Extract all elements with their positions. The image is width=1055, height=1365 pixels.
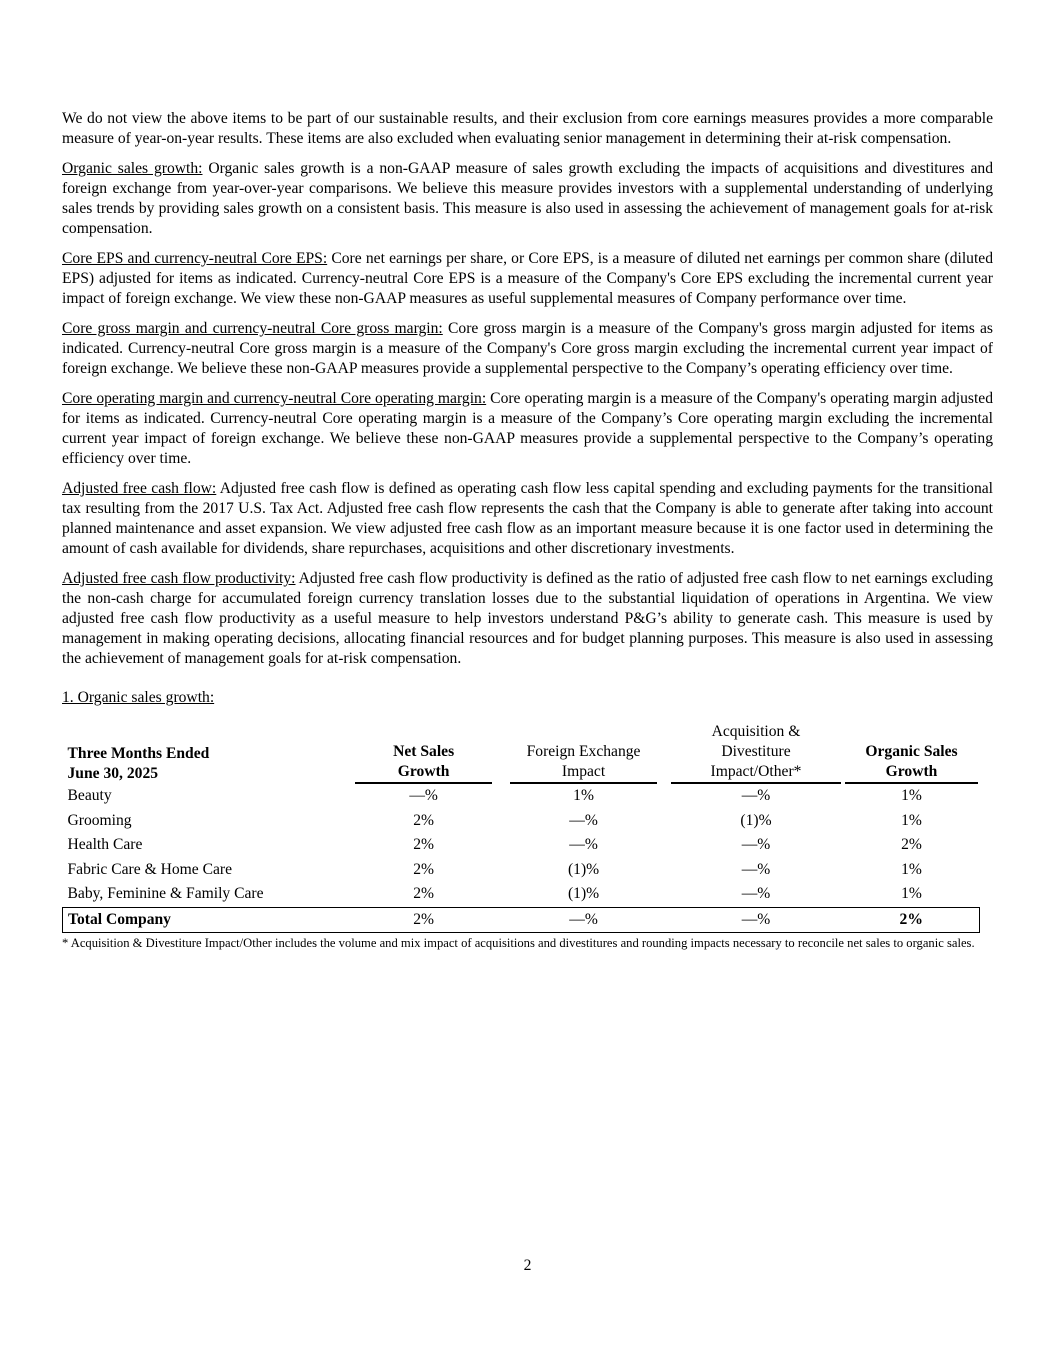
column-header-foreign-exchange [499, 722, 669, 784]
cell-net-sales-growth: 2% [413, 885, 435, 903]
paragraph-text: Core operating margin is a measure of the Company's operating margin adjusted for items as indicated. Currency-neutral Core operating margin is a measure of the Company’s Core operating margin excluding the incremental current year impact of foreign exchange. We believe these non-GAAP measures provide a supplemental perspective to the Company’s operating efficiency over time. [62, 390, 993, 467]
cell-net-sales-growth: —% [409, 787, 438, 805]
column-header-line: Growth [397, 763, 450, 780]
table-total-row [63, 907, 980, 932]
total-label: Total Company [63, 907, 349, 932]
cell-organic-sales-growth: 1% [901, 787, 922, 805]
table-row [63, 882, 980, 907]
column-header-line: Acquisition & [711, 723, 801, 740]
segment-label: Grooming [67, 811, 132, 829]
paragraph-core-gross-margin [62, 319, 993, 379]
paragraph-text: Adjusted free cash flow is defined as operating cash flow less capital spending and excluding payments for the transitional tax resulting from the 2017 U.S. Tax Act. Adjusted free cash flow represents the cash that the Company is able to generate after taking into account planned maintenance and asset expansion. We view adjusted free cash flow as an important measure because it is one factor used in determining the amount of cash available for dividends, share repurchases, acquisitions and other discretionary investments. [62, 480, 994, 557]
paragraph-heading: Adjusted free cash flow productivity: [62, 570, 296, 587]
cell-acquisition-divestiture: —% [741, 885, 771, 903]
column-header-net-sales-growth [349, 722, 499, 784]
column-header-line: Organic Sales [865, 743, 958, 760]
paragraph-heading: Core operating margin and currency-neutral Core operating margin: [62, 390, 487, 407]
column-header-line: Foreign Exchange [526, 743, 641, 760]
total-organic-sales-growth: 2% [843, 907, 979, 932]
paragraph-heading: Core EPS and currency-neutral Core EPS: [62, 250, 328, 267]
cell-foreign-exchange: —% [569, 836, 598, 854]
total-foreign-exchange: —% [499, 907, 669, 932]
table-footnote: * Acquisition & Divestiture Impact/Other includes the volume and mix impact of acquisitions and divestitures and rounding impacts necessary to reconcile net sales to organic sales. [62, 935, 975, 950]
cell-organic-sales-growth: 1% [901, 885, 922, 903]
column-header-line: Growth [885, 763, 938, 780]
column-header-line: Divestiture [721, 743, 791, 760]
paragraph-adjusted-free-cash-flow [62, 479, 993, 559]
paragraph-adjusted-fcf-productivity [62, 569, 993, 669]
page-number: 2 [523, 1257, 532, 1274]
document-page [62, 109, 993, 951]
table-row [63, 809, 980, 834]
cell-foreign-exchange: 1% [573, 787, 594, 805]
period-header [63, 722, 349, 784]
cell-organic-sales-growth: 1% [901, 811, 922, 829]
cell-foreign-exchange: —% [569, 811, 598, 829]
cell-organic-sales-growth: 2% [901, 836, 922, 854]
cell-acquisition-divestiture: —% [741, 787, 771, 805]
paragraph-heading: Adjusted free cash flow: [62, 480, 217, 497]
column-header-line: Net Sales [393, 743, 455, 760]
period-header-line2: June 30, 2025 [67, 765, 159, 782]
paragraph-text: Adjusted free cash flow productivity is defined as the ratio of adjusted free cash flow to net earnings excluding the non-cash charge for accumulated foreign currency translation losses due to the substantial liquidation of operations in Argentina. We view adjusted free cash flow productivity as a useful measure to help investors understand P&G’s ability to generate cash. This measure is used by management in making operating decisions, allocating financial resources and for budget planning purposes. This measure is also used in assessing the achievement of management goals for at-risk compensation. [62, 570, 993, 667]
column-header-organic-sales-growth [843, 722, 979, 784]
paragraph-text: We do not view the above items to be part of our sustainable results, and their exclusion from core earnings measures provides a more comparable measure of year-on-year results. These items are also excluded when evaluating senior management in determining their at-risk compensation. [62, 110, 993, 147]
paragraph-heading: Organic sales growth: [62, 160, 203, 177]
column-header-line: Impact/Other* [710, 763, 802, 780]
segment-label: Beauty [67, 787, 112, 805]
cell-net-sales-growth: 2% [413, 836, 435, 854]
section-heading-text: 1. Organic sales growth: [62, 689, 215, 706]
total-acquisition-divestiture: —% [669, 907, 844, 932]
period-header-line1: Three Months Ended [67, 745, 210, 762]
paragraph-organic-sales-growth [62, 159, 993, 239]
column-header-line: Impact [561, 763, 606, 780]
cell-organic-sales-growth: 1% [901, 860, 922, 878]
total-net-sales-growth: 2% [349, 907, 499, 932]
paragraph-sustainable-results [62, 109, 993, 149]
table-header-row [63, 722, 980, 784]
segment-label: Health Care [67, 836, 143, 854]
segment-label: Fabric Care & Home Care [67, 860, 233, 878]
paragraph-text: Core gross margin is a measure of the Company's gross margin adjusted for items as indicated. Currency-neutral Core gross margin is a measure of the Company's Core gross margin excluding the incremental current year impact of foreign exchange. We believe these non-GAAP measures provide a supplemental perspective to the Company’s operating efficiency over time. [62, 320, 993, 377]
section-heading [62, 688, 993, 708]
cell-foreign-exchange: (1)% [567, 885, 600, 903]
cell-foreign-exchange: (1)% [567, 860, 600, 878]
segment-label: Baby, Feminine & Family Care [67, 885, 264, 903]
paragraph-core-eps [62, 249, 993, 309]
paragraph-text: Core net earnings per share, or Core EPS, is a measure of diluted net earnings per common share (diluted EPS) adjusted for items as indicated. Currency-neutral Core EPS is a measure of the Company's Core EPS excluding the incremental current year impact of foreign exchange. We view these non-GAAP measures as useful supplemental measures of Company performance over time. [62, 250, 994, 307]
cell-acquisition-divestiture: (1)% [740, 811, 772, 829]
cell-net-sales-growth: 2% [413, 811, 435, 829]
table-row [63, 858, 980, 883]
cell-acquisition-divestiture: —% [741, 836, 771, 854]
column-header-acquisition-divestiture [669, 722, 844, 784]
cell-acquisition-divestiture: —% [741, 860, 771, 878]
table-row [63, 833, 980, 858]
table-row [63, 784, 980, 809]
cell-net-sales-growth: 2% [413, 860, 435, 878]
paragraph-heading: Core gross margin and currency-neutral Core gross margin: [62, 320, 443, 337]
paragraph-core-operating-margin [62, 389, 993, 469]
organic-sales-table [62, 722, 980, 933]
paragraph-text: Organic sales growth is a non-GAAP measure of sales growth excluding the impacts of acquisitions and divestitures and foreign exchange from year-over-year comparisons. We believe this measure provides investors with a supplemental understanding of underlying sales trends by providing sales growth on a consistent basis. This measure is also used in assessing the achievement of management goals for at-risk compensation. [62, 160, 993, 237]
